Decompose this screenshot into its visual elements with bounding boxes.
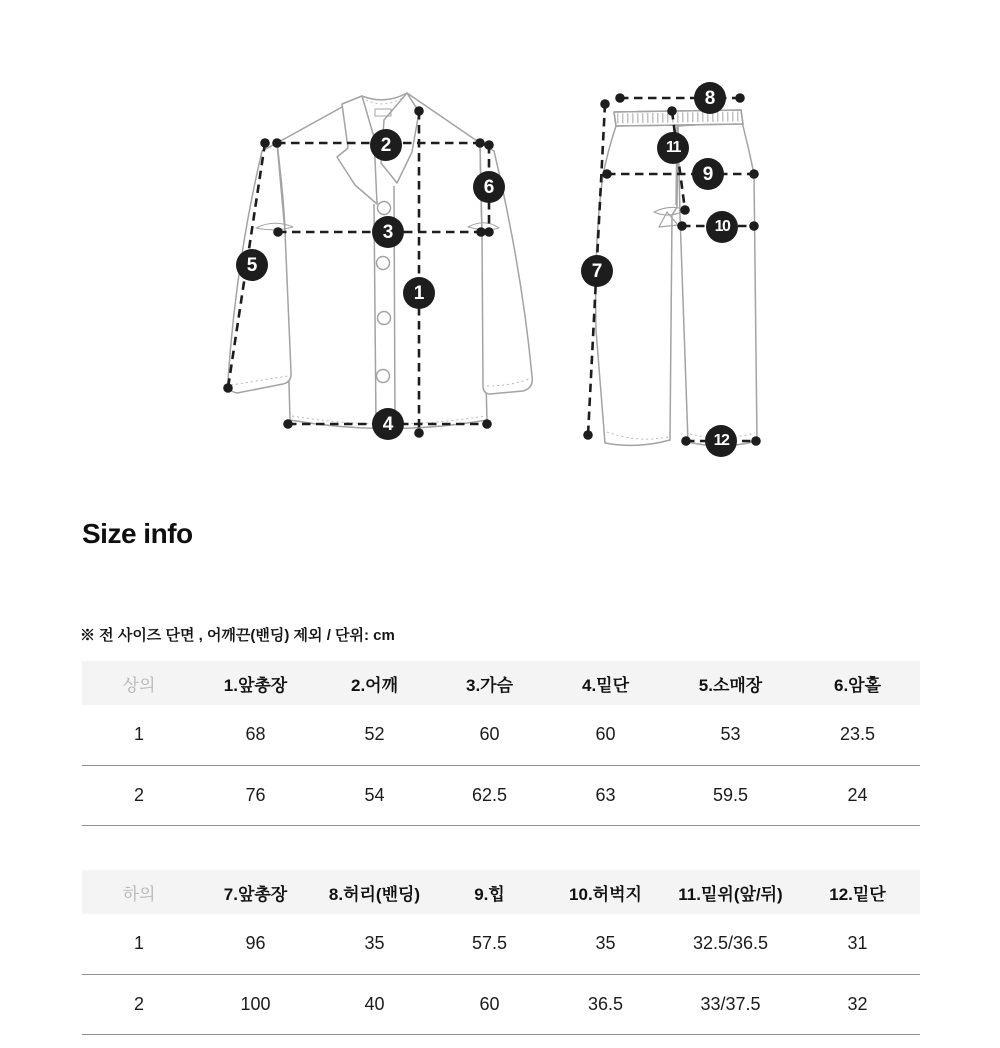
column-header: 2.어깨	[350, 675, 399, 695]
table-row	[82, 765, 920, 825]
column-header-category: 하의	[122, 884, 156, 904]
measure-value: 23.5	[839, 724, 876, 745]
page-title: Size info	[82, 518, 193, 549]
measure-value: 57.5	[471, 933, 508, 954]
table-row	[82, 974, 920, 1034]
table-row	[82, 914, 920, 974]
measure-badge-10: 10	[706, 211, 738, 243]
garment-line-art	[0, 0, 1000, 490]
column-header: 12.밑단	[829, 884, 886, 904]
size-note: ※ 전 사이즈 단면 , 어깨끈(밴딩) 제외 / 단위: cm	[80, 627, 395, 644]
column-header: 4.밑단	[581, 675, 630, 695]
table-header-row	[82, 661, 920, 705]
size-label: 1	[133, 724, 144, 745]
column-header: 5.소매장	[698, 675, 763, 695]
measure-value: 68	[245, 724, 266, 745]
measure-value: 60	[479, 993, 500, 1014]
size-label: 2	[133, 784, 144, 805]
measure-badge-6: 6	[473, 171, 505, 203]
size-label: 2	[133, 993, 144, 1014]
column-header: 6.암홀	[833, 675, 882, 695]
measure-value: 53	[720, 724, 741, 745]
measure-value: 32	[847, 993, 868, 1014]
measure-value: 100	[240, 993, 271, 1014]
measure-badge-3: 3	[372, 216, 404, 248]
column-header: 10.허벅지	[569, 884, 642, 904]
measure-badge-4: 4	[372, 408, 404, 440]
measure-value: 54	[364, 784, 385, 805]
measure-value: 31	[847, 933, 868, 954]
measure-value: 36.5	[587, 993, 624, 1014]
measure-value: 40	[364, 993, 385, 1014]
measure-value: 33/37.5	[700, 993, 761, 1014]
measure-value: 60	[595, 724, 616, 745]
column-header: 1.앞총장	[223, 675, 288, 695]
column-header: 9.힙	[474, 884, 505, 904]
table-header-row	[82, 870, 920, 914]
column-header: 3.가슴	[465, 675, 514, 695]
size-diagram	[0, 0, 1000, 490]
measure-value: 32.5/36.5	[692, 933, 769, 954]
measure-value: 24	[847, 784, 868, 805]
column-header: 11.밑위(앞/뒤)	[678, 884, 783, 904]
measure-value: 35	[364, 933, 385, 954]
measure-value: 59.5	[712, 784, 749, 805]
measure-value: 63	[595, 784, 616, 805]
measure-badge-5: 5	[236, 249, 268, 281]
measure-value: 52	[364, 724, 385, 745]
measure-value: 35	[595, 933, 616, 954]
measure-badge-1: 1	[403, 277, 435, 309]
measure-badge-8: 8	[694, 82, 726, 114]
size-label: 1	[133, 933, 144, 954]
table-row	[82, 705, 920, 765]
column-header: 8.허리(밴딩)	[328, 884, 421, 904]
measure-badge-2: 2	[370, 129, 402, 161]
measure-badge-11: 11	[657, 132, 689, 164]
size-table-top	[82, 661, 920, 826]
measure-value: 76	[245, 784, 266, 805]
column-header: 7.앞총장	[223, 884, 288, 904]
measure-value: 96	[245, 933, 266, 954]
measure-badge-9: 9	[692, 158, 724, 190]
measure-badge-12: 12	[705, 425, 737, 457]
measure-value: 60	[479, 724, 500, 745]
size-table-bottom	[82, 870, 920, 1035]
measure-value: 62.5	[471, 784, 508, 805]
measure-badge-7: 7	[581, 255, 613, 287]
column-header-category: 상의	[122, 675, 156, 695]
